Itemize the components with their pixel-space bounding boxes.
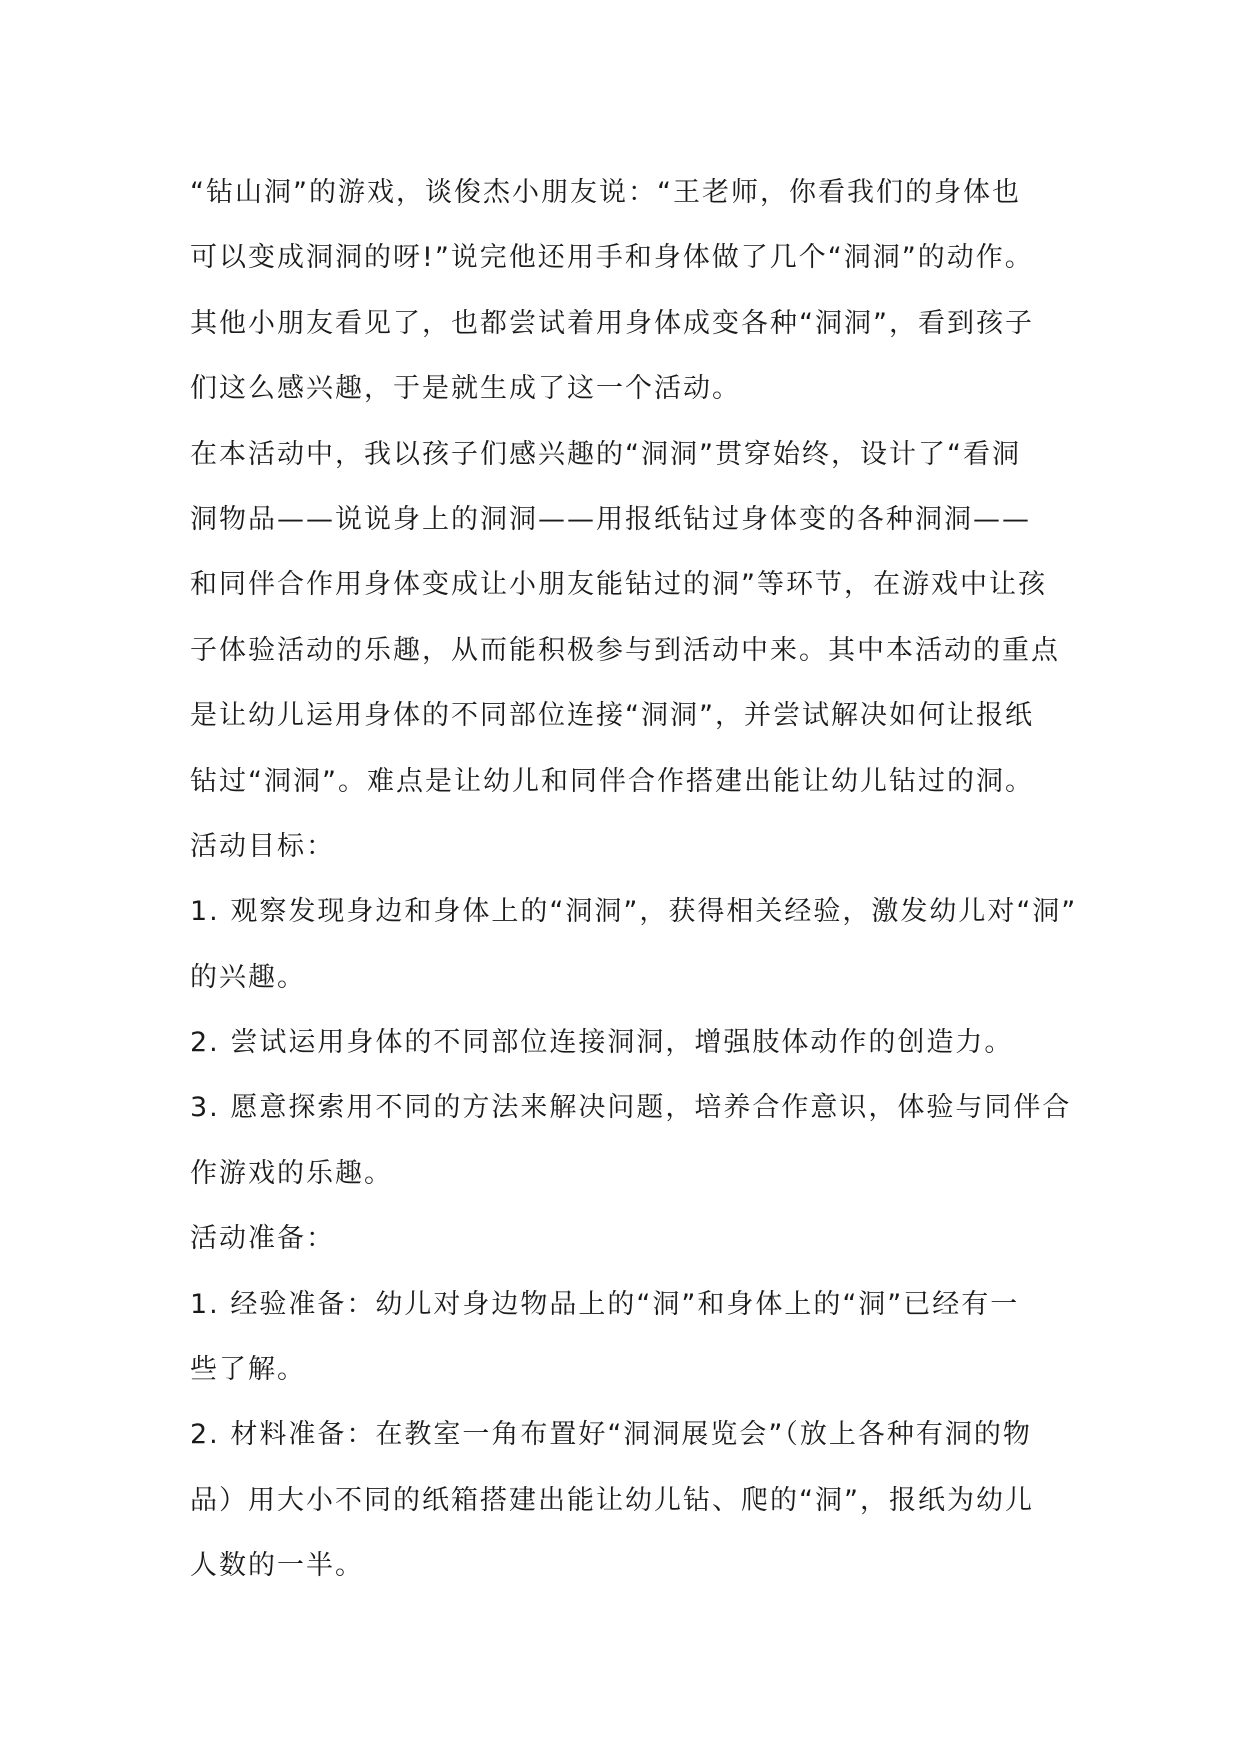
text-line: 其他小朋友看见了，也都尝试着用身体成变各种“洞洞”，看到孩子 (190, 307, 1034, 339)
prep-item-2-cont: 人数的一半。 (190, 1550, 364, 1582)
text-line: 可以变成洞洞的呀!”说完他还用手和身体做了几个“洞洞”的动作。 (190, 242, 1034, 274)
goal-item-3-cont: 作游戏的乐趣。 (190, 1157, 393, 1189)
document-body (190, 160, 1090, 1599)
goal-item-1: 1. 观察发现身边和身体上的“洞洞”，获得相关经验，激发幼儿对“洞” (190, 896, 1078, 928)
prep-item-2-cont: 品）用大小不同的纸箱搭建出能让幼儿钻、爬的“洞”，报纸为幼儿 (190, 1484, 1034, 1516)
text-line: 们这么感兴趣，于是就生成了这一个活动。 (190, 373, 741, 405)
goal-item-2: 2. 尝试运用身体的不同部位连接洞洞，增强肢体动作的创造力。 (190, 1027, 1014, 1059)
section-heading-goals: 活动目标： (190, 830, 335, 862)
prep-item-1-cont: 些了解。 (190, 1354, 306, 1386)
goal-item-1-cont: 的兴趣。 (190, 961, 306, 993)
prep-item-2: 2. 材料准备：在教室一角布置好“洞洞展览会”（放上各种有洞的物 (190, 1419, 1032, 1451)
prep-item-1: 1. 经验准备：幼儿对身边物品上的“洞”和身体上的“洞”已经有一 (190, 1288, 1020, 1320)
text-line: 在本活动中，我以孩子们感兴趣的“洞洞”贯穿始终，设计了“看洞 (190, 438, 1021, 470)
text-line: 钻过“洞洞”。难点是让幼儿和同伴合作搭建出能让幼儿钻过的洞。 (190, 765, 1034, 797)
text-line: 是让幼儿运用身体的不同部位连接“洞洞”，并尝试解决如何让报纸 (190, 700, 1034, 732)
text-line: 和同伴合作用身体变成让小朋友能钻过的洞”等环节，在游戏中让孩 (190, 569, 1047, 601)
goal-item-3: 3. 愿意探索用不同的方法来解决问题，培养合作意识，体验与同伴合 (190, 1092, 1072, 1124)
section-heading-preparation: 活动准备： (190, 1223, 335, 1255)
text-line: “钻山洞”的游戏，谈俊杰小朋友说：“王老师，你看我们的身体也 (190, 177, 1021, 208)
text-line: 子体验活动的乐趣，从而能积极参与到活动中来。其中本活动的重点 (190, 634, 1060, 666)
text-line: 洞物品——说说身上的洞洞——用报纸钻过身体变的各种洞洞—— (190, 503, 1031, 535)
